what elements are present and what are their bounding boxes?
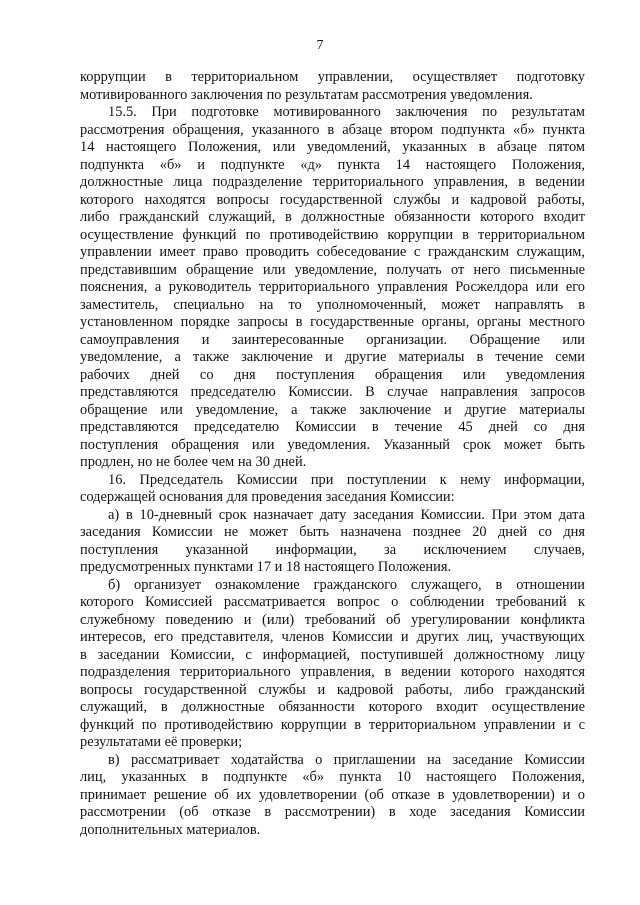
text-line-p16: 16. Председатель Комиссии при поступлении к нему информации,: [108, 471, 585, 488]
text-line-p15-5: поступления обращения или уведомления. Указанный срок может быть: [80, 436, 585, 453]
text-line-p16-b: в заседании Комиссии, с информацией, поступившей должностному лицу: [80, 646, 585, 663]
text-line-p15-5: осуществление функций по противодействию коррупции в территориальном: [80, 226, 585, 243]
text-line-p16-b: служащий, в должностные обязанности которого входит осуществление: [80, 699, 585, 715]
text-line-p16-v: рассмотрении (об отказе в рассмотрении) в ходе заседания Комиссии: [80, 804, 585, 820]
text-line-p15-5: 14 настоящего Положения, или уведомлений, указанных в абзаце пятом: [80, 139, 585, 155]
text-line-p16-b: функций по противодействию коррупции в территориальном управлении и с: [80, 716, 585, 733]
text-line-p15-5: 15.5. При подготовке мотивированного заключения по результатам: [108, 104, 585, 120]
text-line-p16-v: дополнительных материалов.: [80, 821, 261, 838]
text-line-p16-v: в) рассматривает ходатайства о приглашении на заседание Комиссии: [108, 751, 585, 768]
text-line-p16-v: принимает решение об их удовлетворении (об отказе в удовлетворении) и о: [80, 786, 585, 803]
text-line-p15-5: должностные лица подразделение территориального управления, в ведении: [80, 174, 585, 190]
text-line-p15-5: рабочих дней со дня поступления обращения или уведомления: [80, 366, 585, 383]
text-line-p15-5: установленном порядке запросы в государственные органы, органы местного: [80, 314, 585, 330]
text-line-p16-a: заседания Комиссии не может быть назначена позднее 20 дней со дня: [80, 524, 585, 540]
text-line-p15-5: которого находятся вопросы государственной службы и кадровой работы,: [80, 191, 585, 208]
text-line-p15-5: обращение или уведомление, а также заключение и другие материалы: [80, 401, 585, 418]
text-line-p16-a: а) в 10-дневный срок назначает дату заседания Комиссии. При этом дата: [108, 506, 585, 523]
text-line-p15-5: рассмотрения обращения, указанного в абзаце втором подпункта «б» пункта: [80, 121, 585, 138]
text-line-p16-b: подразделения территориального управления, в ведении которого находятся: [80, 664, 585, 680]
text-line-cont: мотивированного заключения по результатам рассмотрения уведомления.: [80, 86, 533, 103]
text-line-p15-5: представляются председателю Комиссии. В случае направления запросов: [80, 384, 585, 400]
text-line-p15-5: представившим обращение или уведомление, получать от него письменные: [80, 261, 585, 278]
document-body: [80, 69, 585, 839]
text-line-p16-b: вопросы государственной службы и кадровой работы, либо гражданский: [80, 681, 585, 698]
text-line-p15-5: заместитель, специально на то уполномоченный, может направлять в: [80, 296, 585, 313]
text-line-p15-5: управлении имеет право проводить собеседование с гражданским служащим,: [80, 244, 585, 260]
text-line-p15-5: уведомление, а также заключение и другие материалы в течение семи: [80, 349, 585, 365]
text-line-p15-5: продлен, но не более чем на 30 дней.: [80, 454, 307, 470]
text-line-p15-5: либо гражданский служащий, в должностные обязанности которого входит: [80, 209, 585, 225]
text-line-p16-b: интересов, его представителя, членов Комиссии и других лиц, участвующих: [80, 629, 585, 645]
text-line-cont: коррупции в территориальном управлении, осуществляет подготовку: [80, 69, 585, 85]
text-line-p16-b: б) организует ознакомление гражданского служащего, в отношении: [108, 576, 585, 593]
text-line-p16-b: служебному поведению и (или) требований об урегулировании конфликта: [80, 611, 585, 628]
text-line-p15-5: самоуправления и заинтересованные организации. Обращение или: [80, 331, 585, 348]
text-line-p16-b: которого Комиссией рассматривается вопрос о соблюдении требований к: [80, 594, 585, 610]
page-number: 7: [316, 38, 324, 53]
text-line-p16-b: результатами её проверки;: [80, 734, 243, 750]
text-line-p16-a: поступления указанной информации, за исключением случаев,: [80, 541, 585, 558]
text-line-p15-5: пояснения, а руководитель территориального управления Росжелдора или его: [80, 279, 585, 295]
text-line-p15-5: представляются председателю Комиссии в течение 45 дней со дня: [80, 419, 585, 435]
text-line-p16-a: предусмотренных пунктами 17 и 18 настоящего Положения.: [80, 559, 452, 575]
text-line-p16: содержащей основания для проведения заседания Комиссии:: [80, 489, 455, 505]
text-line-p15-5: подпункта «б» и подпункте «д» пункта 14 настоящего Положения,: [80, 156, 585, 173]
text-line-p16-v: лиц, указанных в подпункте «б» пункта 10 настоящего Положения,: [80, 769, 585, 785]
